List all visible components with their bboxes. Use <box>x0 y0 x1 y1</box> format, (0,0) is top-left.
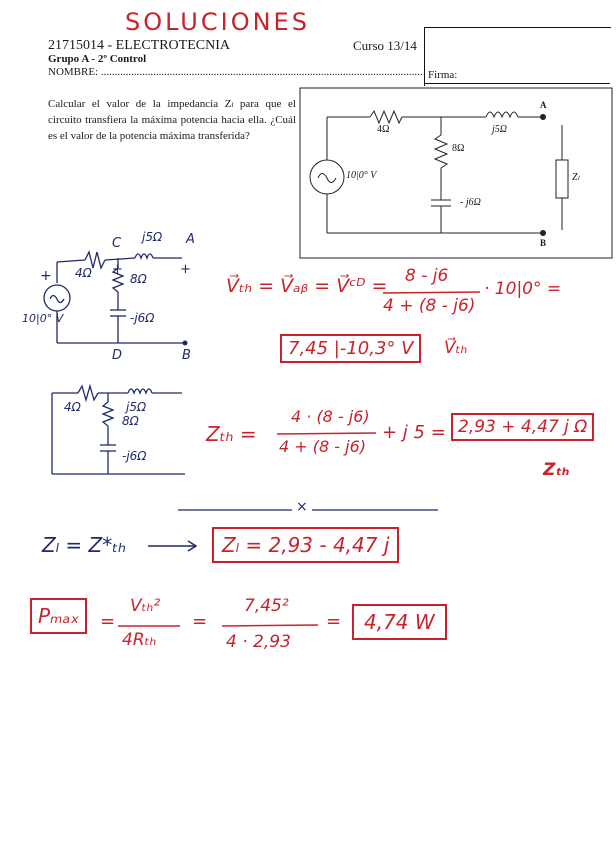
pmax-eq1: = <box>100 611 116 632</box>
pmax-eq3: = <box>326 611 342 632</box>
zth-result: 2,93 + 4,47 j Ω <box>451 413 594 441</box>
circuit-c1-label: - j6Ω <box>460 197 481 208</box>
circuit-source-label: 10|0° V <box>346 170 377 181</box>
sketch2-r2-label: 8Ω <box>122 414 139 428</box>
vth-multiplier: · 10|0° = <box>484 279 562 299</box>
vth-denominator: 4 + (8 - j6) <box>383 296 476 316</box>
circuit-r2-label: 8Ω <box>452 143 465 154</box>
arrow-icon <box>148 541 196 551</box>
vth-numerator: 8 - j6 <box>405 266 449 286</box>
zth-lhs: Zₜₕ = <box>206 422 257 446</box>
sketch2-l1-label: j5Ω <box>126 400 147 414</box>
vth-result: 7,45 |-10,3° V <box>280 334 421 363</box>
circuit-load-label: Zₗ <box>572 172 580 183</box>
zl-lhs: Zₗ = Z*ₜₕ <box>42 533 127 557</box>
pmax-numerator-value: 7,45² <box>244 596 289 616</box>
sketch1-node-d: D <box>112 348 123 363</box>
pmax-lhs: Pₘₐₓ <box>30 598 87 634</box>
sketch1-node-a: A <box>186 232 195 247</box>
vth-lhs: V⃗ₜₕ = V⃗ₐᵦ = V⃗ᶜᴰ = <box>226 275 388 297</box>
circuit-r1-label: 4Ω <box>377 124 390 135</box>
zth-denominator: 4 + (8 - j6) <box>279 437 366 456</box>
sketch1-node-c: C <box>112 236 122 251</box>
zth-plus-j5: + j 5 = <box>382 422 446 443</box>
sketch1-node-b-label: B <box>182 348 191 363</box>
circuit-l1-label: j5Ω <box>492 124 508 135</box>
circuit-node-b: B <box>540 238 547 248</box>
zth-numerator: 4 · (8 - j6) <box>291 407 370 426</box>
pmax-denominator: 4Rₜₕ <box>122 630 157 650</box>
curso-label: Curso 13/14 <box>353 38 417 53</box>
sketch1-l1-label: j5Ω <box>142 230 163 244</box>
sketch1-c1-label: -j6Ω <box>130 311 155 325</box>
pmax-result: 4,74 W <box>352 604 447 640</box>
sketch1-plus-source: + <box>40 268 52 284</box>
vth-tag: V⃗ₜₕ <box>444 338 468 358</box>
sketch1-node-b <box>183 341 188 346</box>
sketch1-plus-a: + <box>180 262 191 277</box>
terminal-b <box>540 230 546 236</box>
zl-result: Zₗ = 2,93 - 4,47 j <box>212 527 399 563</box>
pmax-numerator: Vₜₕ² <box>130 596 161 616</box>
sketch1-r2-label: 8Ω <box>130 272 147 286</box>
page-title: SOLUCIONES <box>125 8 310 36</box>
problem-statement: Calcular el valor de la impedancia Zₗ para que el circuito transfiera la máxima potencia hacia ella. ¿Cuál es el valor de la potencia máxima transferida? <box>48 98 296 142</box>
pmax-eq2: = <box>192 611 208 632</box>
firma-label: Firma: <box>428 69 458 81</box>
sketch1-plus-c: + <box>112 262 123 277</box>
terminal-a <box>540 114 546 120</box>
sketch2-r1-label: 4Ω <box>64 400 81 414</box>
name-label: NOMBRE: ..................................................................................................................... <box>48 66 423 78</box>
separator-mark: × <box>296 499 308 515</box>
zth-tag: Zₜₕ <box>543 460 570 480</box>
sketch2-c1-label: -j6Ω <box>122 449 147 463</box>
sketch1-r1-label: 4Ω <box>75 266 92 280</box>
pmax-denominator-value: 4 · 2,93 <box>226 632 291 652</box>
course-code: 21715014 - ELECTROTECNIA <box>48 38 230 53</box>
circuit-node-a: A <box>540 100 547 110</box>
group-label: Grupo A - 2º Control <box>48 53 147 65</box>
sketch1-source-label: 10|0° V <box>22 312 64 325</box>
